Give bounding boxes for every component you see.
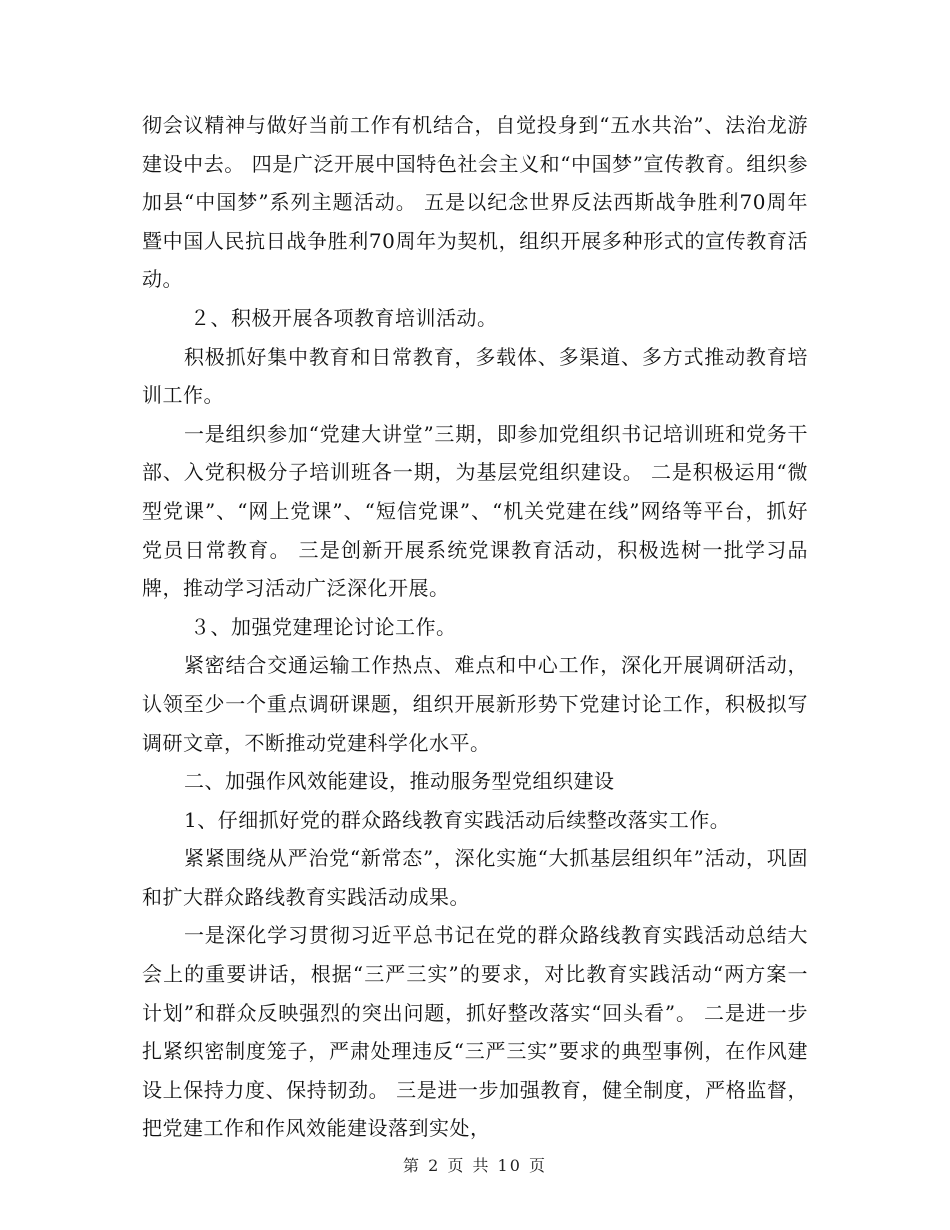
paragraph-theory-research: 紧密结合交通运输工作热点、难点和中心工作，深化开展调研活动，认领至少一个重点调研课题，组织开展新形势下党建讨论工作，积极拟写调研文章，不断推动党建科学化水平。 — [142, 653, 808, 755]
section-heading-1: 1、仔细抓好党的群众路线教育实践活动后续整改落实工作。 — [184, 807, 731, 832]
paragraph-continuation: 彻会议精神与做好当前工作有机结合，自觉投身到“五水共治”、法治龙游建设中去。 四是广泛开展中国特色社会主义和“中国梦”宣传教育。组织参加县“中国梦”系列主题活动。 五是以纪念世界反法西斯战争胜利70周年暨中国人民抗日战争胜利70周年为契机，组织开展多种形式的宣传教育活动。 — [142, 113, 808, 292]
paragraph-education-training: 积极抓好集中教育和日常教育，多载体、多渠道、多方式推动教育培训工作。 — [142, 344, 808, 408]
section-heading-3: ３、加强党建理论讨论工作。 — [190, 614, 457, 639]
paragraph-training-items: 一是组织参加“党建大讲堂”三期，即参加党组织书记培训班和党务干部、入党积极分子培训班各一期，为基层党组织建设。 二是积极运用“微型党课”、“网上党课”、“短信党课”、“机关党建在线”网络等平台，抓好党员日常教育。 三是创新开展系统党课教育活动，积极选树一批学习品牌，推动学习活动广泛深化开展。 — [142, 421, 808, 601]
document-body — [142, 106, 808, 1148]
paragraph-rectification: 一是深化学习贯彻习近平总书记在党的群众路线教育实践活动总结大会上的重要讲话，根据“三严三实”的要求，对比教育实践活动“两方案一计划”和群众反映强烈的突出问题，抓好整改落实“回头看”。 二是进一步扎紧织密制度笼子，严肃处理违反“三严三实”要求的典型事例，在作风建设上保持力度、保持韧劲。 三是进一步加强教育，健全制度，严格监督，把党建工作和作风效能建设落到实处， — [142, 923, 808, 1141]
page-number-footer: 第 2 页 共 10 页 — [403, 1156, 547, 1175]
chapter-heading-2: 二、加强作风效能建设，推动服务型党组织建设 — [184, 769, 615, 794]
paragraph-new-normal: 紧紧围绕从严治党“新常态”，深化实施“大抓基层组织年”活动，巩固和扩大群众路线教育实践活动成果。 — [142, 846, 808, 909]
section-heading-2: ２、积极开展各项教育培训活动。 — [190, 305, 498, 330]
